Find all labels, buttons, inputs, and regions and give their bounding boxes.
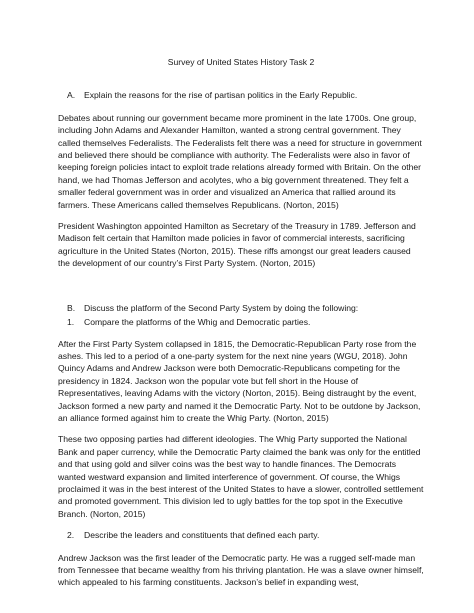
question-b-1 [58, 316, 424, 328]
paragraph-first-party-system: President Washington appointed Hamilton as Secretary of the Treasury in 1789. Jefferson and Madison felt certain that Hamilton made policies in favor of commercial interests, sacrificing agriculture in the United States (Norton, 2015). These riffs amongst our great leaders caused the development of our country’s First Party System. (Norton, 2015) [58, 221, 416, 269]
question-b-1-text: Compare the platforms of the Whig and Democratic parties. [84, 317, 311, 328]
question-b-1-number: 1. [67, 317, 75, 328]
paragraph-second-party-origin: After the First Party System collapsed in 1815, the Democratic-Republican Party rose from the ashes. This led to a period of a one-party system for the next nine years (WGU, 2018). John Quincy Adams and Andrew Jackson were both Democratic-Republicans competing for the presidency in 1824. Jackson won the popular vote but fell short in the House of Representatives, leaving Adams with the victory (Norton, 2015). Being distraught by the event, Jackson formed a new party and named it the Democratic Party. Not to be outdone by Jackson, an alliance formed against him to create the Whig Party. (Norton, 2015) [58, 338, 421, 423]
question-b-2-text: Describe the leaders and constituents that defined each party. [84, 530, 320, 541]
question-b-2 [58, 529, 424, 541]
paragraph-federalists: Debates about running our government became more prominent in the late 1700s. One group, including John Adams and Alexander Hamilton, wanted a strong central government. They called themselves Federalists. The Federalists felt there was a need for structure in government and believed there should be compliance with authority. The Federalists were also in favor of keeping foreign policies intact to exploit trade relations already formed with Britain. On the other hand, we had Thomas Jefferson and acolytes, who a big government threatened. They felt a smaller federal government was in order and visualized an America that rallied around its farmers. These Americans called themselves Republicans. (Norton, 2015) [58, 112, 422, 210]
paragraph-andrew-jackson: Andrew Jackson was the first leader of the Democratic party. He was a rugged self-made man from Tennessee that became wealthy from his thriving plantation. He was a slave owner himself, which appealed to his farming constituents. Jackson’s belief in expanding west, [58, 552, 424, 588]
question-b-text: Discuss the platform of the Second Party System by doing the following: [84, 302, 359, 313]
question-a [58, 89, 424, 101]
paragraph-party-ideologies: These two opposing parties had different ideologies. The Whig Party supported the National Bank and paper currency, while the Democratic Party claimed the bank was only for the entitled and that using gold and silver coins was the best way to handle finances. The Democrats wanted westward expansion and limited interference of government. Of course, the Whigs proclaimed it was in the best interest of the United States to have a slower, controlled settlement and promoted government. This division led to ugly battles for the top spot in the Executive Branch. (Norton, 2015) [58, 434, 424, 519]
document-title: Survey of United States History Task 2 [167, 57, 315, 67]
question-a-text: Explain the reasons for the rise of partisan politics in the Early Republic. [84, 90, 358, 101]
question-b-2-number: 2. [67, 530, 75, 541]
question-b [58, 302, 424, 314]
section-spacer [58, 279, 424, 302]
question-b-letter: B. [67, 302, 76, 313]
question-a-letter: A. [67, 90, 76, 101]
